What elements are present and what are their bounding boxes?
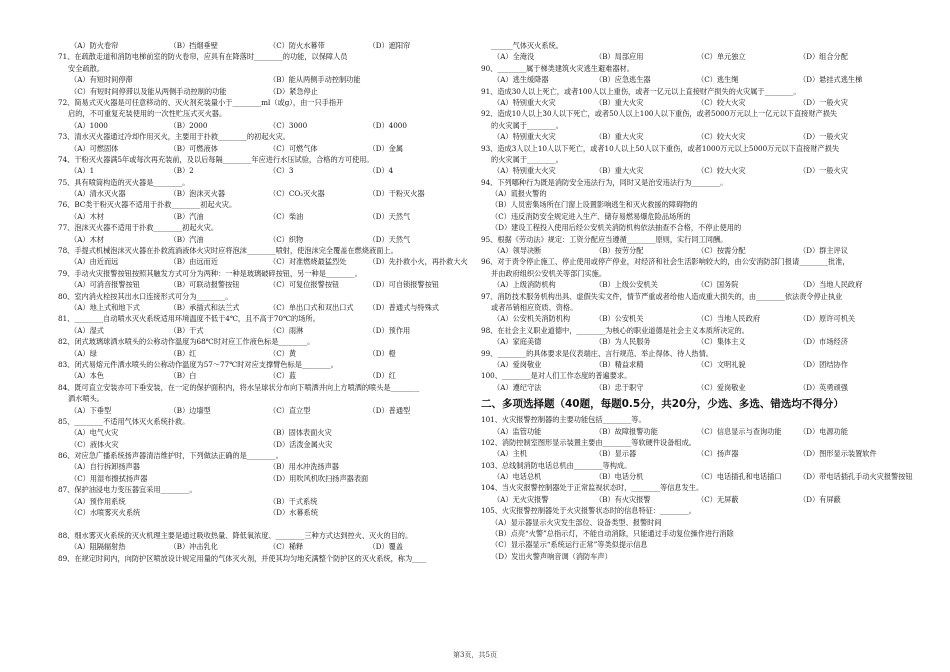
question-text-continued: （D）建设工程投入使用后经公安机关消防机构依法抽查不合格，不停止使用的 [491,223,742,233]
question-text: 93、造成3人以上10人以下死亡，或者10人以上50人以下重伤，或者1000万元以上5000万元以下直接财产损失 [481,143,840,153]
page-footer: 第3页，共5页 [453,651,497,659]
answer-options [481,74,901,85]
answer-options [58,279,468,290]
answer-option: （C）较大火灾 [697,97,746,107]
answer-options [58,40,468,51]
question-text: 100、________是对人们工作态度的普遍要求。 [481,371,632,381]
answer-options [481,359,901,370]
answer-option: （B）固体表面火灾 [269,428,332,438]
question-text-continued: （B）点亮“火警”总指示灯，不能自动消除，只能通过手动复位操作进行消除 [491,529,734,539]
answer-option: （B）挡烟垂壁 [169,41,218,50]
answer-option: （A）可消音报警按钮 [70,280,140,290]
answer-options [58,405,468,416]
answer-option: （D）悬挂式逃生梯 [799,75,863,85]
question-text: 85、________不适用气体灭火系统扑救。 [58,416,190,426]
answer-option: （C）水喷雾灭火系统 [70,508,141,518]
question-text-continued: （A）谎报火警的 [491,189,547,199]
answer-option: （C）较大火灾 [697,132,746,142]
answer-option: （C）逃生绳 [697,75,739,85]
answer-options [58,439,468,450]
answer-option: （D）4000 [368,120,407,130]
question-text: 96、对于责令停止施工、停止使用或停产停业，对经济和社会生活影响较大的，由公安消防部门报请________批准， [481,257,850,267]
answer-options [58,234,468,245]
answer-option: （B）用水冲洗扬声器 [269,462,339,472]
question-text: 76、BC类干粉灭火器不适用于扑救________初起火灾。 [58,200,237,210]
question-text: 71、在疏散走道和消防电梯前室的防火卷帘，应具有在降落时________的功能，以保障人员 [58,52,348,62]
answer-options [58,461,468,472]
question-text: 87、保护油浸电力变压器宜采用________。 [58,485,197,495]
answer-option: （A）特别重大火灾 [493,132,556,142]
answer-option: （C）对准燃烧最猛烈处 [269,257,347,267]
answer-option: （A）自行拆卸扬声器 [70,462,140,472]
answer-options [58,507,468,518]
answer-option: （D）群主评议 [799,246,848,256]
answer-option: （A）阻隔辐射热 [70,542,126,552]
answer-option: （C）用湿布擦拭扬声器 [70,473,148,483]
answer-option: （B）汽油 [169,211,204,221]
answer-option: （B）局部应用 [595,52,644,62]
answer-option: （A）电话总机 [493,472,542,482]
answer-option: （D）4 [368,166,394,176]
answer-option: （D）干粉灭火器 [368,189,425,199]
answer-options [481,382,901,393]
answer-options [481,426,901,437]
answer-option: （D）活泼金属火灾 [269,439,333,449]
answer-options [481,313,901,324]
answer-option: （A）上级消防机构 [493,280,556,290]
question-text: 74、干粉灭火器满5年或每次再充装前，及以后每隔________年应进行水压试验，合格的方可使用。 [58,154,374,164]
answer-option: （A）木材 [70,234,104,244]
answer-option: （A）特别重大火灾 [493,97,556,107]
question-text: 79、手动火灾报警按钮按照其触发方式可分为两种：一种是玻璃破碎按钮，另一种是________。 [58,268,362,278]
answer-option: （B）电话分机 [595,472,644,482]
question-text: 98、在社会主义职业道德中，________为核心的职业道德是社会主义本质所决定的。 [481,325,749,335]
answer-option: （C）文明礼貌 [697,359,746,369]
answer-option: （B）忠于职守 [595,382,644,392]
question-text-continued: 的火灾属于________。 [491,120,563,130]
answer-options [58,370,468,381]
left-column [58,40,468,564]
answer-option: （B）白 [169,371,197,381]
answer-option: （C）雨淋 [269,325,304,335]
answer-options [481,448,901,459]
answer-option: （C）3 [269,166,294,176]
answer-option: （A）预作用系统 [70,496,126,506]
answer-option: （C）黄 [269,348,297,358]
answer-option: （D）普通式与特殊式 [368,302,439,312]
question-text: 84、既可直立安装亦可下垂安装，在一定的保护面积内，将水呈球状分布向下喷洒并向上方喷洒的喷头是________ [58,382,420,392]
answer-option: （D）英勇顽强 [799,382,848,392]
answer-option: （C）无屏蔽 [697,494,739,504]
answer-options [58,496,468,507]
answer-option: （A）有短时间停滞 [70,75,133,85]
answer-option: （A）由近而远 [70,257,119,267]
answer-option: （C）有短时间停滞以及能从两侧手动控制的功能 [70,86,227,96]
answer-option: （D）一般火灾 [799,166,848,176]
answer-option: （D）可自锁报警按钮 [368,280,439,290]
answer-option: （C）国务院 [697,280,739,290]
answer-option: （C）电话插孔和电话插口 [697,472,782,482]
answer-option: （B）汽油 [169,234,204,244]
answer-options [481,165,901,176]
answer-option: （B）2 [169,166,194,176]
answer-option: （D）天然气 [368,211,411,221]
answer-option: （D）天然气 [368,234,411,244]
question-text: 97、消防技术服务机构出具、虚假失实文件，情节严重或者给他人造成重大损失的，由________依法责令停止执业 [481,291,843,301]
answer-option: （C）CO₂灭火器 [269,189,325,199]
answer-options [58,188,468,199]
answer-option: （C）集体主义 [697,337,746,347]
answer-option: （A）电气火灾 [70,428,119,438]
answer-option: （D）组合分配 [799,52,848,62]
right-column [481,40,913,562]
answer-option: （A）特别重大火灾 [493,166,556,176]
answer-option: （D）有屏蔽 [799,494,841,504]
answer-option: （C）可燃气体 [269,143,318,153]
answer-option: （A）本色 [70,371,104,381]
question-text-continued: 并由政府组织公安机关等部门实施。 [491,268,607,278]
answer-options [58,541,468,552]
answer-option: （A）逃生缓降器 [493,75,549,85]
answer-option: （A）1000 [70,120,108,130]
question-text: 95、根据《劳动法》规定：工资分配应当遵循________原则，实行同工同酬。 [481,234,728,244]
answer-options [481,51,901,62]
answer-option: （D）紧急停止 [269,86,318,96]
answer-option: （D）当地人民政府 [799,280,863,290]
question-text-continued: 启的，不可重复充装使用的一次性贮压式灭火器。 [68,109,227,119]
answer-options [481,131,901,142]
answer-option: （D）用吹风机吹扫扬声器表面 [269,473,369,483]
question-text: 81、________自动喷水灭火系统适用环境温度不低于4℃，且不高于70℃的场所。 [58,314,320,324]
answer-option: （D）带电话插孔手动火灾报警按钮 [799,472,913,482]
answer-option: （B）上级公安机关 [595,280,658,290]
answer-option: （C）直立型 [269,405,311,415]
answer-option: （C）扬声器 [697,449,739,459]
question-text: 103、总线制消防电话总机由________等构成。 [481,460,632,470]
answer-option: （B）由远而近 [169,257,218,267]
question-text: 72、简易式灭火器是可任意移动的、灭火剂充装量小于________ml（或g），由一只手指开 [58,97,344,107]
answer-options [58,302,468,313]
answer-option: （B）冲击乳化 [169,542,218,552]
question-text: 83、闭式易熔元件洒水喷头的公称动作温度为57～77℃时对应支撑臂色标是________。 [58,359,338,369]
question-text: 91、造成30人以上死亡，或者100人以上重伤，或者一亿元以上直接财产损失的火灾属于________。 [481,86,801,96]
answer-option: （C）织物 [269,234,304,244]
question-text: 80、室内消火栓按其出水口连接形式可分为________。 [58,291,233,301]
answer-option: （D）电源功能 [799,426,848,436]
question-text: 99、________的具体要求是仪表端庄、言行规范、举止得体、待人热情。 [481,348,713,358]
question-text: 78、手提式机械泡沫灭火器在扑救流淌液体火灾时应将泡沫________喷射，使泡沫完全覆盖在燃烧液面上。 [58,246,398,256]
answer-option: （B）重大火灾 [595,97,644,107]
answer-option: （A）监管功能 [493,426,542,436]
question-text-continued: （C）显示器显示“系统运行正常”等类似提示信息 [491,540,648,550]
answer-option: （A）遵纪守法 [493,382,542,392]
answer-option: （A）无火灾报警 [493,494,549,504]
question-text: 88、细水雾灭火系统的灭火机理主要是通过吸收热量、降低氧浓度、________三种方式达到控火、灭火的目的。 [58,530,413,540]
question-text: 92、造成10人以上30人以下死亡，或者50人以上100人以下重伤，或者5000万元以上一亿元以下直接财产损失 [481,109,838,119]
answer-option: （B）边墙型 [169,405,211,415]
section-heading: 二、多项选择题（40题，每题0.5分，共20分，少选、多选、错选均不得分） [481,398,844,411]
answer-option: （B）干式 [169,325,204,335]
answer-option: （A）清水灭火器 [70,189,126,199]
answer-options [58,86,468,97]
answer-options [481,494,901,505]
question-text-continued: （D）发出火警声响音调（消防车声） [491,551,612,561]
question-text-continued: （C）违反消防安全规定进入生产、储存易燃易爆危险品场所的 [491,211,691,221]
answer-option: （A）防火卷帘 [70,41,119,50]
answer-option: （A）领导决断 [493,246,542,256]
question-text: 102、消防控制室图形显示装置主要由________等软硬件设备组成。 [481,437,696,447]
answer-options [58,256,468,267]
answer-option: （C）3000 [269,120,308,130]
answer-option: （C）稀释 [269,542,304,552]
answer-option: （A）爱岗敬业 [493,359,542,369]
question-text: 86、对应急广播系统扬声器清洁维护时，下列做法正确的是________。 [58,451,283,461]
answer-option: （D）覆盖 [368,542,404,552]
answer-option: （B）显示器 [595,449,637,459]
answer-option: （A）下垂型 [70,405,112,415]
answer-option: （D）市场经济 [799,337,848,347]
answer-option: （B）公安机关 [595,314,644,324]
question-text [58,518,468,529]
answer-option: （D）图形显示装置软件 [799,449,877,459]
answer-option: （C）单元独立 [697,52,746,62]
answer-option: （B）泡沫灭火器 [169,189,226,199]
answer-option: （D）遮阳帘 [368,41,411,50]
question-text: 77、泡沫灭火器不适用于扑救________初起火灾。 [58,223,219,233]
answer-options [481,471,913,482]
answer-option: （B）精益求精 [595,359,644,369]
answer-option: （D）一般火灾 [799,97,848,107]
answer-option: （B）能从两侧手动控制功能 [269,75,361,85]
question-text-continued: 的火灾属于________。 [491,154,563,164]
answer-option: （D）一般火灾 [799,132,848,142]
answer-option: （D）原许可机关 [799,314,856,324]
question-text-continued: 或者吊销相应资质、资格。 [491,302,578,312]
answer-option: （B）故障报警功能 [595,426,658,436]
answer-option: （A）主机 [493,449,527,459]
answer-option: （C）按需分配 [697,246,746,256]
question-text: 90、________属于梯类建筑火灾逃生避难器材。 [481,63,634,73]
question-text: 75、具有喷筒构造的灭火器是________。 [58,177,190,187]
answer-option: （B）承插式和法兰式 [169,302,240,312]
answer-option: （B）为人民服务 [595,337,651,347]
question-text: 105、火灾报警控制器处于火灾报警状态时的信息特征：________。 [481,506,696,516]
answer-option: （D）橙 [368,348,396,358]
question-text: 89、在规定时间内，向防护区喷放设计规定用量的气体灭火剂，并使其均匀地充满整个防护区的灭火系统，称为____ [58,553,427,563]
answer-option: （A）木材 [70,211,104,221]
answer-option: （C）爱岗敬业 [697,382,746,392]
answer-option: （B）可燃液体 [169,143,218,153]
answer-options [58,74,468,85]
answer-options [58,120,468,131]
answer-options [481,279,901,290]
answer-option: （A）湿式 [70,325,104,335]
answer-option: （B）重大火灾 [595,166,644,176]
answer-options [58,348,468,359]
answer-option: （B）干式系统 [269,496,318,506]
answer-options [58,211,468,222]
answer-option: （D）红 [368,371,396,381]
answer-option: （A）家庭美德 [493,337,542,347]
answer-option: （C）信息显示与查询功能 [697,426,782,436]
answer-option: （A）公安机关消防机构 [493,314,571,324]
answer-option: （C）较大火灾 [697,166,746,176]
answer-option: （D）水幕系统 [269,508,318,518]
answer-option: （A）地上式和地下式 [70,302,140,312]
answer-options [58,473,468,484]
answer-option: （B）有火灾报警 [595,494,651,504]
question-text-continued: 洒水喷头。 [68,394,104,404]
answer-options [58,325,468,336]
answer-option: （D）普通型 [368,405,411,415]
question-text: 73、清水灭火器通过冷却作用灭火，主要用于扑救________的初起火灾。 [58,132,290,142]
question-text-continued: ______气体灭火系统。 [491,41,563,50]
question-text: 94、下列哪种行为既是消防安全违法行为，同时又是治安违法行为________。 [481,177,728,187]
answer-options [481,97,901,108]
answer-option: （B）按劳分配 [595,246,644,256]
answer-option: （A）绿 [70,348,97,358]
answer-option: （A）1 [70,166,95,176]
answer-option: （C）防火水幕带 [269,41,325,50]
answer-option: （A）可燃固体 [70,143,119,153]
question-text-continued: （A）显示器显示火灾发生部位、设备类型、报警时间 [491,517,662,527]
answer-option: （C）柴油 [269,211,304,221]
answer-option: （D）预作用 [368,325,411,335]
answer-option: （C）单出口式和双出口式 [269,302,354,312]
answer-option: （C）蓝 [269,371,297,381]
answer-option: （D）先扑救小火，再扑救大火 [368,257,468,267]
question-text: 101、火灾报警控制器的主要功能包括________等。 [481,415,646,425]
answer-option: （B）重大火灾 [595,132,644,142]
answer-option: （C）液体火灾 [70,439,119,449]
question-text: 104、当火灾报警控制器处于正常监视状态时，________等信息发生。 [481,483,704,493]
answer-option: （B）红 [169,348,197,358]
answer-option: （A）全淹没 [493,52,535,62]
answer-options [481,336,901,347]
answer-option: （B）可联动报警按钮 [169,280,240,290]
answer-options [58,427,468,438]
answer-option: （C）可复位报警按钮 [269,280,340,290]
answer-options [58,165,468,176]
answer-option: （C）当地人民政府 [697,314,761,324]
question-text-continued: （B）人员密集场所在门窗上设置影响逃生和灭火救援的障碍物的 [491,200,698,210]
answer-options [481,245,901,256]
question-text-continued: 安全疏散。 [68,63,104,73]
answer-option: （B）应急逃生器 [595,75,651,85]
question-text: 82、闭式玻璃球洒水喷头的公称动作温度为68℃时对应工作液色标是________。 [58,337,315,347]
answer-option: （D）金属 [368,143,404,153]
answer-option: （D）团结协作 [799,359,848,369]
answer-options [58,143,468,154]
answer-option: （B）2000 [169,120,208,130]
